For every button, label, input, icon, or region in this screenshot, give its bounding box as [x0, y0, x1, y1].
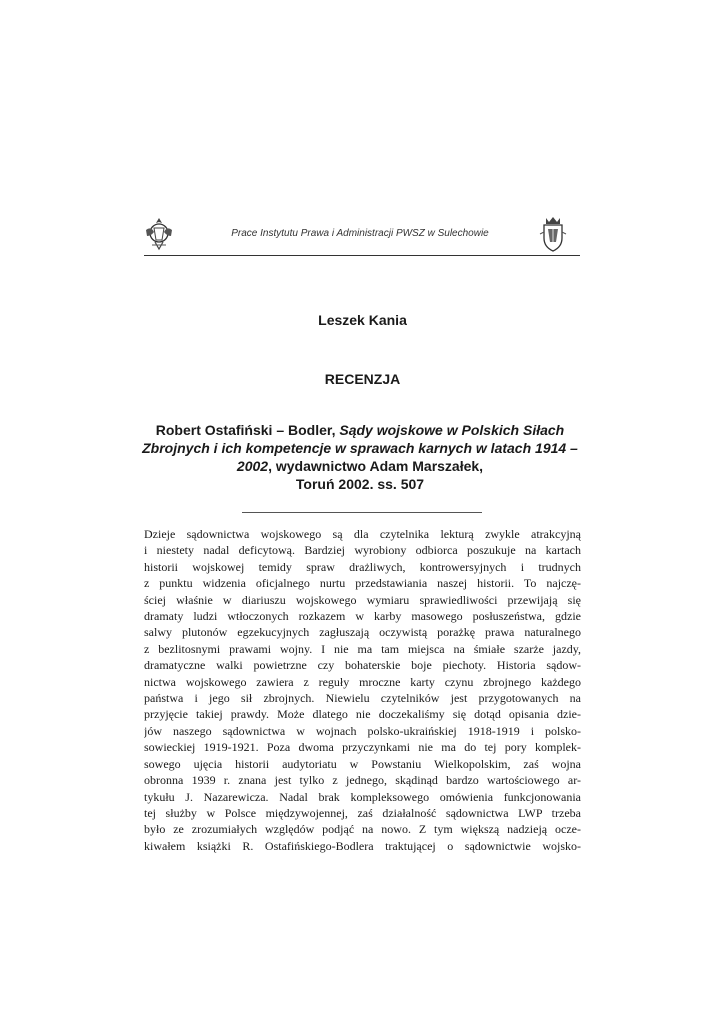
body-line: nictwa wojskowego zawiera z reguły mroczne karty czynu zbrojnego każdego: [144, 674, 581, 689]
section-title: RECENZJA: [324, 371, 401, 387]
book-title: Sądy wojskowe w Polskich Siłach Zbrojnych i ich kompetencje w sprawach karnych w latach 1914 – 2002: [142, 422, 578, 474]
book-publisher: , wydawnictwo Adam Marszałek,: [268, 458, 484, 474]
section-divider: [242, 512, 482, 513]
book-citation: [140, 421, 580, 493]
crest-emblem-icon: [536, 214, 570, 254]
body-line: kiwałem książki R. Ostafińskiego-Bodlera traktującej o sądownictwie wojsko-: [144, 838, 581, 853]
body-line: salwy plutonów egzekucyjnych zagłuszają oczywistą porażkę prawa naturalnego: [144, 625, 581, 640]
header-rule: [144, 255, 580, 256]
review-author: Leszek Kania: [318, 312, 407, 328]
body-line: tykułu J. Nazarewicza. Nadal brak kompleksowego omówienia funkcjonowania: [144, 789, 581, 804]
journal-title: Prace Instytutu Prawa i Administracji PWSZ w Sulechowie: [231, 228, 489, 239]
body-line: historii wojskowej temidy spraw drażliwych, kontrowersyjnych i trudnych: [144, 559, 581, 574]
body-line: obronna 1939 r. znana jest tylko z jednego, skądinąd bardzo wartościowego ar-: [144, 773, 581, 788]
body-line: przyjęcie takiej prawdy. Może dlatego nie doczekaliśmy się dotąd opisania dzie-: [144, 707, 581, 722]
running-header: [140, 214, 580, 258]
body-line: tej służby w Polsce międzywojennej, zaś działalność sądownictwa LWP trzeba: [144, 805, 581, 820]
review-body: [144, 526, 581, 854]
body-line: z punktu widzenia oficjalnego nurtu przedstawiania naszej historii. To najczę-: [144, 576, 581, 591]
body-line: z bezlitosnymi prawami wojny. I nie ma tam miejsca na śmiałe szarże jazdy,: [144, 641, 581, 656]
book-place: Toruń 2002. ss. 507: [295, 476, 425, 492]
body-line: państwa i jego sił zbrojnych. Niewielu czytelników jest przygotowanych na: [144, 691, 581, 706]
body-line: dramatyczne walki powietrzne czy bohaterskie boje piechoty. Historia sądow-: [144, 658, 581, 673]
body-line: sowego ujęcia historii audytoriatu w Powstaniu Wielkopolskim, zaś wojna: [144, 756, 581, 771]
body-line: Dzieje sądownictwa wojskowego są dla czytelnika lekturą zwykle atrakcyjną: [144, 527, 581, 541]
body-line: jów naszego sądownictwa w wojnach polsko-ukraińskiej 1918-1919 i polsko-: [144, 723, 581, 738]
body-line: było ze zrozumiałych względów podjąć na nowo. Z tym większą nadzieją ocze-: [144, 822, 581, 837]
book-author: Robert Ostafiński – Bodler,: [155, 422, 340, 438]
body-line: sowieckiej 1919-1921. Poza dwoma przyczynkami nie ma do tej pory komplek-: [144, 740, 581, 755]
body-line: i niestety nadal deficytową. Bardziej wyrobiony odbiorca poszukuje na kartach: [144, 543, 581, 558]
body-line: dramaty ludzi wtłoczonych rozkazem w karby masowego posłuszeństwa, gdzie: [144, 609, 581, 624]
body-line: ściej właśnie w diariuszu wojskowego wymiaru sprawiedliwości przewijają się: [144, 592, 581, 607]
